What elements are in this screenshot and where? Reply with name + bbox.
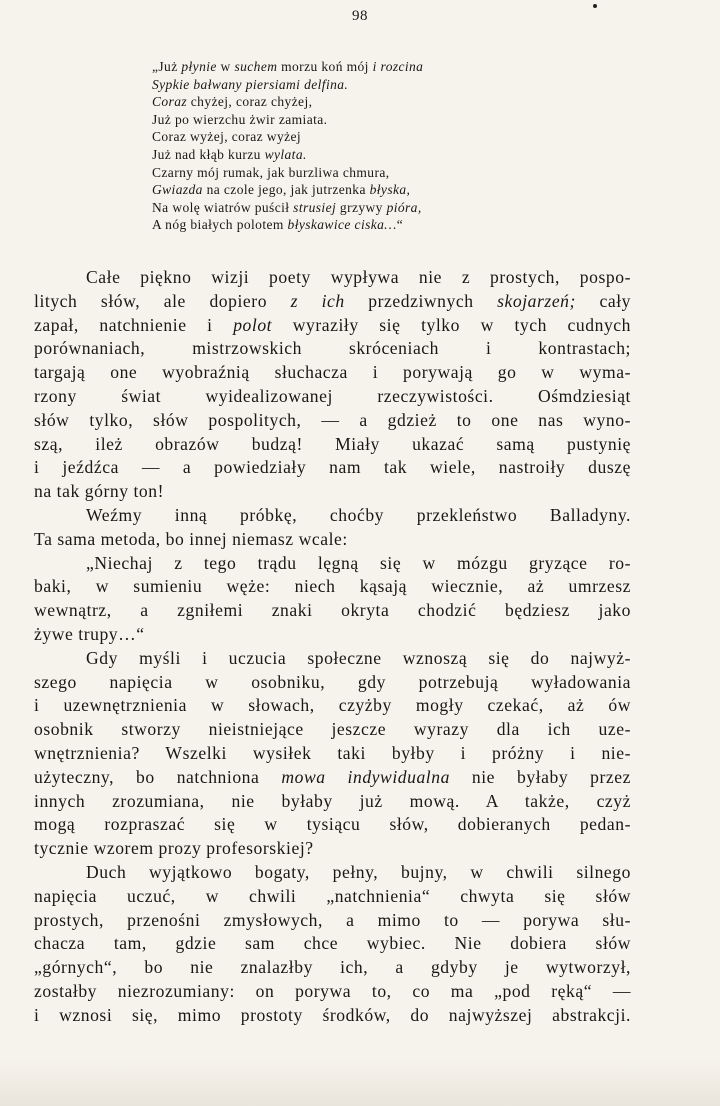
text-line: „górnych“, bo nie znalazłby ich, a gdyby je wytworzył, xyxy=(34,957,631,978)
text-line: Duch wyjątkowo bogaty, pełny, bujny, w chwili silnego xyxy=(86,861,631,882)
text-line: użyteczny, bo natchniona mowa indywidualna nie byłaby przez xyxy=(34,766,631,787)
text-line: prostych, przenośni zmysłowych, a mimo to — porywa słu- xyxy=(34,909,631,930)
text-line: i jeźdźca — a powiedziały nam tak wiele, nastroiły duszę xyxy=(34,457,631,478)
text-line: szego napięcia w osobniku, gdy potrzebują wyładowania xyxy=(34,671,631,692)
verse-line: Już po wierzchu żwir zamiata. xyxy=(152,111,328,127)
page-number: 98 xyxy=(352,8,368,24)
text-line: wewnątrz, a zgniłemi znaki okryta chodzić będziesz jako xyxy=(34,600,631,621)
text-line: zostałby niezrozumiany: on porywa to, co ma „pod ręką“ — xyxy=(34,980,631,1001)
text-line: innych zrozumiana, nie byłaby już mową. A także, czyż xyxy=(34,790,631,811)
verse-line: Sypkie bałwany piersiami delfina. xyxy=(152,76,349,92)
verse-quote xyxy=(152,58,532,234)
text-line: zapał, natchnienie i polot wyraziły się tylko w tych cudnych xyxy=(34,314,632,335)
body-text xyxy=(34,266,631,1028)
text-line: i wznosi się, mimo prostoty środków, do najwyższej abstrakcji. xyxy=(34,1004,631,1025)
text-line: tycznie wzorem prozy profesorskiej? xyxy=(34,838,314,859)
verse-line: Gwiazda na czole jego, jak jutrzenka błyska, xyxy=(152,182,411,198)
text-line: baki, w sumieniu węże: niech kąsają wiecznie, aż umrzesz xyxy=(34,576,631,597)
text-line: targają one wyobraźnią słuchacza i porywają go w wyma- xyxy=(34,362,631,383)
text-line: chacza tam, gdzie sam chce wybiec. Nie dobiera słów xyxy=(34,933,631,954)
verse-line: Już nad kłąb kurzu wylata. xyxy=(152,146,307,162)
verse-line: „Już płynie w suchem morzu koń mój i rozcina xyxy=(152,59,424,74)
text-line: żywe trupy…“ xyxy=(34,623,145,644)
verse-line: A nóg białych polotem błyskawice ciska…“ xyxy=(152,217,404,233)
text-line: Gdy myśli i uczucia społeczne wznoszą się do najwyż- xyxy=(86,647,631,668)
verse-line: Coraz chyżej, coraz chyżej, xyxy=(152,94,313,110)
text-line: wnętrznienia? Wszelki wysiłek taki byłby i próżny i nie- xyxy=(34,742,631,763)
text-line: Weźmy inną próbkę, choćby przekleństwo Balladyny. xyxy=(86,504,631,525)
text-line: litych słów, ale dopiero z ich przedziwnych skojarzeń; cały xyxy=(34,290,632,311)
text-line: osobnik stworzy nieistniejące jeszcze wyrazy dla ich uze- xyxy=(34,719,631,740)
verse-line: Coraz wyżej, coraz wyżej xyxy=(152,129,302,145)
text-line: „Niechaj z tego trądu lęgną się w mózgu gryzące ro- xyxy=(86,552,631,573)
verse-line: Na wolę wiatrów puścił strusiej grzywy pióra, xyxy=(152,199,422,215)
text-line: szą, ileż obrazów budzą! Miały ukazać samą pustynię xyxy=(34,433,631,454)
text-line: porównaniach, mistrzowskich skróceniach i kontrastach; xyxy=(34,338,631,359)
text-line: rzony świat wyidealizowanej rzeczywistości. Ośmdziesiąt xyxy=(34,385,631,406)
text-line: słów tylko, słów pospolitych, — a gdzież to one nas wyno- xyxy=(34,409,631,430)
text-line: na tak górny ton! xyxy=(34,481,165,502)
verse-line: Czarny mój rumak, jak burzliwa chmura, xyxy=(152,164,390,180)
text-line: Ta sama metoda, bo innej niemasz wcale: xyxy=(34,528,348,549)
page-bottom-margin xyxy=(0,1060,720,1106)
text-line: Całe piękno wizji poety wypływa nie z prostych, pospo- xyxy=(86,267,631,287)
text-line: i uzewnętrznienia w słowach, czyżby mogły czekać, aż ów xyxy=(34,695,631,716)
text-line: mogą rozpraszać się w tysiącu słów, dobieranych pedan- xyxy=(34,814,631,835)
text-line: napięcia uczuć, w chwili „natchnienia“ chwyta się słów xyxy=(34,885,631,906)
